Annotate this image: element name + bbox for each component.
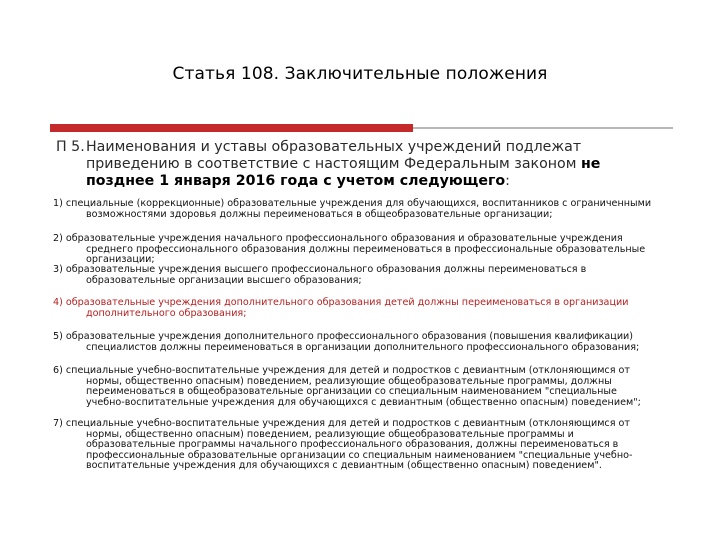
list-item-line: учебно-воспитательные учреждения для обучающихся с девиантным (общественно опасным) поведением"; — [86, 396, 641, 408]
list-item-line: профессиональные образовательные организации со специальным наименованием "специальные учебно- — [86, 449, 633, 461]
list-item-3 — [53, 265, 669, 286]
list-item-line: 5) образовательные учреждения дополнительного профессионального образования (повышения квалификации) — [53, 331, 634, 342]
intro-bold-2: позднее 1 января 2016 года с учетом следующего — [86, 173, 506, 189]
list-item-line: 4) образовательные учреждения дополнительного образования детей должны переименоваться в организации — [53, 297, 629, 308]
list-item-line: 7) специальные учебно-воспитательные учреждения для детей и подростков с девиантным (отклоняющимся от — [53, 418, 630, 429]
list-item-line: нормы, общественно опасным) поведением, реализующие общеобразовательные программы и — [86, 428, 574, 440]
intro-line-1: Наименования и уставы образовательных учреждений подлежат — [86, 139, 582, 155]
list-item-line: воспитательные учреждения для обучающихся с девиантным (общественно опасным) поведением". — [86, 460, 602, 471]
list-item-line: специалистов должны переименоваться в организации дополнительного профессионального образования; — [86, 341, 640, 353]
list-item-line: возможностями здоровья должны переименоваться в общеобразовательные организации; — [86, 208, 553, 220]
list-item-line: нормы, общественно опасным) поведением, реализующие общеобразовательные программы, должны — [86, 375, 612, 387]
list-item-line: организации; — [86, 254, 155, 265]
list-item-2 — [53, 234, 669, 266]
intro-bold-1: не — [580, 156, 601, 172]
list-item-line: 3) образовательные учреждения высшего профессионального образования должны переименоваться в — [53, 264, 587, 275]
intro-paragraph — [56, 139, 676, 190]
list-item-4 — [53, 298, 669, 319]
page-title: Статья 108. Заключительные положения — [172, 64, 548, 84]
accent-divider — [50, 124, 413, 132]
list-item-line: 6) специальные учебно-воспитательные учреждения для детей и подростков с девиантным (отклоняющимся от — [53, 365, 630, 376]
intro-label: П 5. — [56, 139, 85, 155]
list-item-6 — [53, 366, 669, 408]
list-item-line: 2) образовательные учреждения начального профессионального образования и образовательные учреждения — [53, 233, 623, 244]
list-item-line: переименоваться в общеобразовательные организации со специальным наименованием "специальные — [86, 386, 617, 397]
list-item-line: образовательные организации высшего образования; — [86, 274, 362, 286]
list-item-line: дополнительного образования; — [86, 307, 247, 319]
intro-colon: : — [505, 173, 510, 189]
list-item-7 — [53, 419, 669, 472]
list-item-line: 1) специальные (коррекционные) образовательные учреждения для обучающихся, воспитанников с ограниченными — [53, 198, 652, 209]
intro-line-2: приведению в соответствие с настоящим Федеральным законом — [86, 156, 577, 172]
list-item-line: образовательные программы начального профессионального образования, должны переименоваться в — [86, 439, 619, 450]
list-item-5 — [53, 332, 669, 353]
list-item-line: среднего профессионального образования должны переименоваться в профессиональные образовательные — [86, 243, 646, 255]
grey-divider — [413, 127, 673, 129]
list-item-1 — [53, 199, 669, 220]
